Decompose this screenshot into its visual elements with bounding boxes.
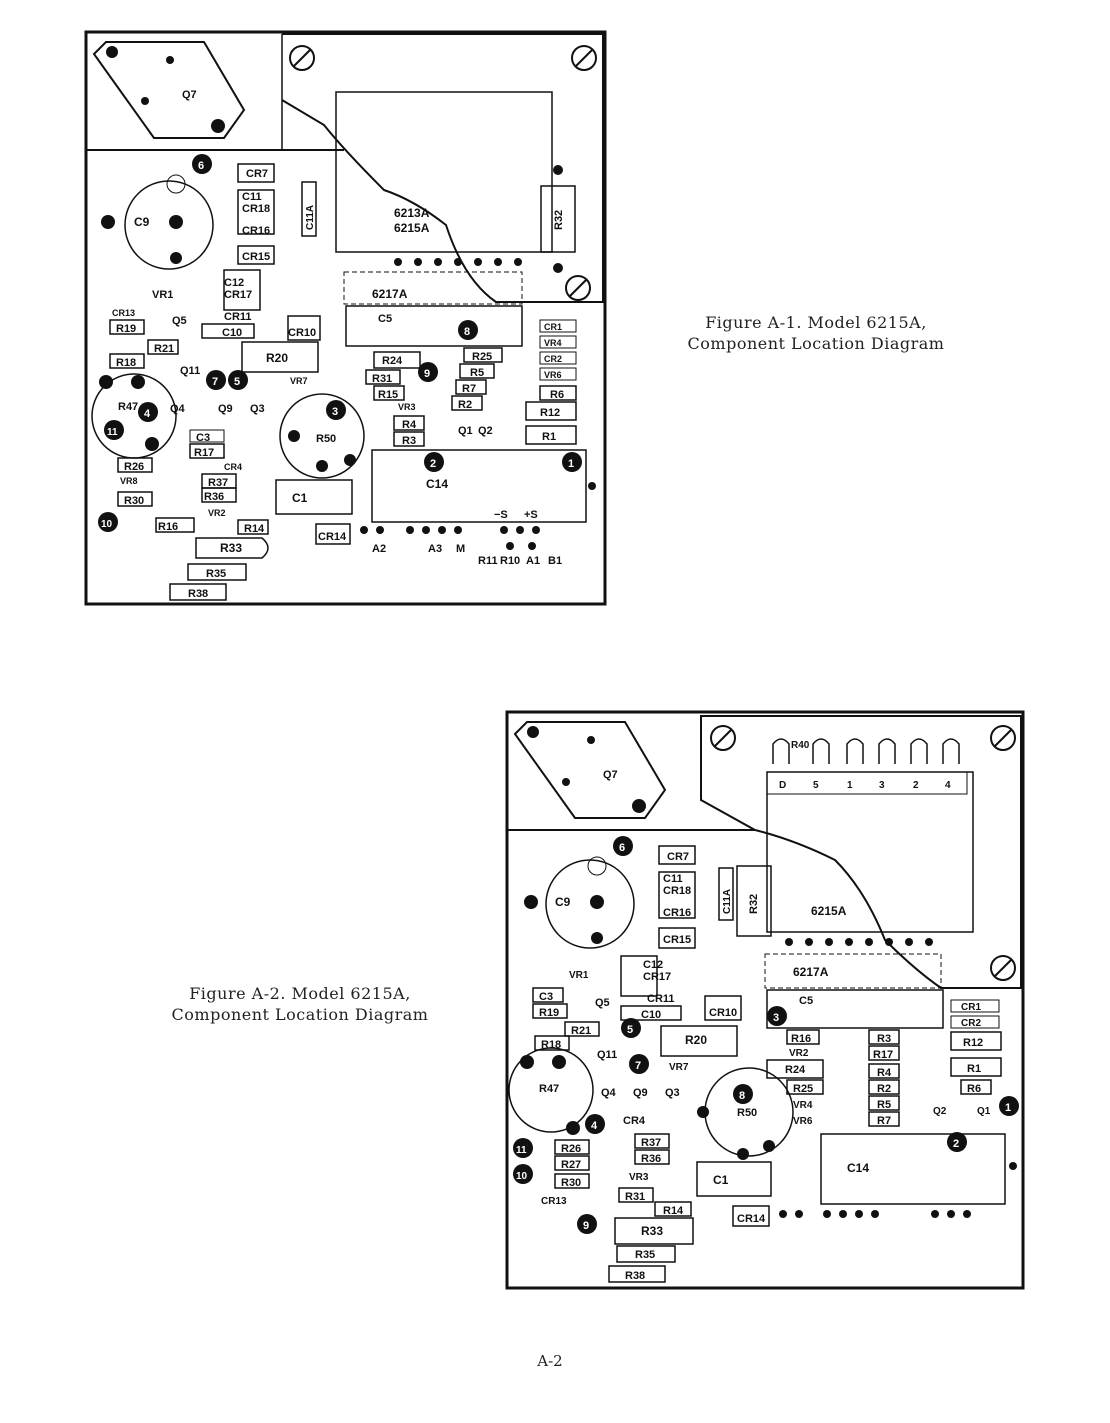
vr2-label: VR2 [208, 508, 226, 518]
pin5-label: 5 [813, 780, 819, 791]
r4-label: R4 [402, 419, 417, 431]
cr16-label: CR16 [242, 225, 271, 237]
r4-label-a2: R4 [877, 1067, 892, 1079]
r31-label: R31 [372, 373, 393, 385]
vr3-label: VR3 [398, 402, 416, 412]
figure-a2-board [505, 710, 1028, 1292]
svg-text:1: 1 [1005, 1102, 1012, 1114]
r31-label-a2: R31 [625, 1191, 646, 1203]
r3-label-a2: R3 [877, 1033, 892, 1045]
r20-label-a2: R20 [685, 1033, 708, 1047]
cr18-label-a2: CR18 [663, 885, 692, 897]
r36-label-a2: R36 [641, 1153, 662, 1165]
q9-label-a2: Q9 [633, 1087, 648, 1099]
cr10-label: CR10 [288, 327, 317, 339]
svg-text:4: 4 [591, 1120, 598, 1132]
r17-label-a2: R17 [873, 1049, 894, 1061]
c11-label-a2: C11 [663, 873, 683, 885]
c9-label-a2: C9 [555, 895, 571, 909]
r35-label: R35 [206, 568, 227, 580]
cr14-label: CR14 [318, 531, 347, 543]
c14-label: C14 [426, 477, 449, 491]
q2-label: Q2 [478, 425, 493, 437]
a1-label: A1 [526, 555, 541, 567]
q11-label: Q11 [180, 365, 201, 377]
s-plus-label: +S [524, 509, 538, 521]
r14-label: R14 [244, 523, 265, 535]
cr10-label-a2: CR10 [709, 1007, 738, 1019]
pin4-label: 4 [945, 780, 951, 791]
svg-text:5: 5 [627, 1024, 634, 1036]
r6-label: R6 [550, 389, 565, 401]
cr11-label: CR11 [224, 311, 252, 323]
q7-label-a2: Q7 [603, 769, 618, 781]
r25-label-a2: R25 [793, 1083, 814, 1095]
r21-label: R21 [154, 343, 175, 355]
q7-label: Q7 [182, 89, 197, 101]
r37-label-a2: R37 [641, 1137, 662, 1149]
m-label: M [456, 543, 466, 555]
svg-text:2: 2 [430, 458, 437, 470]
r47-label: R47 [118, 401, 139, 413]
svg-text:11: 11 [107, 427, 118, 438]
q5-label-a2: Q5 [595, 997, 610, 1009]
cr13-label-a2: CR13 [541, 1196, 567, 1207]
r33-label: R33 [220, 541, 243, 555]
vr4-label: VR4 [544, 338, 562, 348]
r30-label-a2: R30 [561, 1177, 582, 1189]
a2-label: A2 [372, 543, 387, 555]
r17-label: R17 [194, 447, 215, 459]
ic-6217a-label: 6217A [372, 287, 408, 301]
svg-text:7: 7 [212, 376, 219, 388]
r10-label: R10 [500, 555, 521, 567]
svg-text:10: 10 [516, 1171, 528, 1182]
vr4-label-a2: VR4 [793, 1100, 813, 1111]
vr8-label: VR8 [120, 476, 138, 486]
q3-label: Q3 [250, 403, 265, 415]
q4-label-a2: Q4 [601, 1087, 616, 1099]
r5-label-a2: R5 [877, 1099, 892, 1111]
pin3-label: 3 [879, 780, 885, 791]
svg-text:6: 6 [619, 842, 626, 854]
cr16-label-a2: CR16 [663, 907, 692, 919]
c14-label-a2: C14 [847, 1161, 870, 1175]
q1-label: Q1 [458, 425, 473, 437]
vr2-label-a2: VR2 [789, 1048, 809, 1059]
svg-text:7: 7 [635, 1060, 642, 1072]
c11a-label: C11A [305, 204, 316, 230]
r2-label: R2 [458, 399, 473, 411]
svg-text:1: 1 [568, 458, 575, 470]
q9-label: Q9 [218, 403, 233, 415]
ic-6215a-label-a2: 6215A [811, 904, 847, 918]
svg-text:3: 3 [332, 406, 339, 418]
svg-text:9: 9 [583, 1220, 590, 1232]
c12-label-a2: C12 [643, 959, 664, 971]
figure-a2-caption-line1: Figure A-2. Model 6215A, [189, 984, 411, 1003]
cr1-label-a2: CR1 [961, 1002, 982, 1013]
c11-label: C11 [242, 191, 262, 203]
cr15-label-a2: CR15 [663, 934, 692, 946]
r12-label-a2: R12 [963, 1037, 984, 1049]
svg-text:8: 8 [464, 326, 471, 338]
vr7-label: VR7 [290, 376, 308, 386]
c10-label: C10 [222, 327, 243, 339]
figure-a2-caption-line2: Component Location Diagram [171, 1005, 429, 1024]
c1-label-a2: C1 [713, 1173, 729, 1187]
vr7-label-a2: VR7 [669, 1062, 689, 1073]
c12-label: C12 [224, 277, 245, 289]
r50-label-a2: R50 [737, 1107, 758, 1119]
r36-label: R36 [204, 491, 225, 503]
c3-label: C3 [196, 432, 211, 444]
cr7-label-a2: CR7 [667, 851, 690, 863]
svg-text:10: 10 [101, 519, 113, 530]
r25-label: R25 [472, 351, 493, 363]
r33-label-a2: R33 [641, 1224, 664, 1238]
svg-text:3: 3 [773, 1012, 780, 1024]
r21-label-a2: R21 [571, 1025, 592, 1037]
r12-label: R12 [540, 407, 561, 419]
r32-label: R32 [553, 209, 565, 230]
r47-label-a2: R47 [539, 1083, 560, 1095]
c5-label-a2: C5 [799, 995, 814, 1007]
ic-6213a-label: 6213A [394, 206, 430, 220]
r5-label: R5 [470, 367, 485, 379]
svg-text:9: 9 [424, 368, 431, 380]
r1-label: R1 [542, 431, 557, 443]
cr18-label: CR18 [242, 203, 271, 215]
vr3-label-a2: VR3 [629, 1172, 649, 1183]
svg-text:11: 11 [516, 1145, 527, 1156]
q1-label-a2: Q1 [977, 1106, 991, 1117]
r20-label: R20 [266, 351, 289, 365]
svg-text:2: 2 [953, 1138, 960, 1150]
r7-label-a2: R7 [877, 1115, 892, 1127]
svg-text:5: 5 [234, 376, 241, 388]
ic-6217a-label-a2: 6217A [793, 965, 829, 979]
q5-label: Q5 [172, 315, 187, 327]
vr6-label-a2: VR6 [793, 1116, 813, 1127]
r14-label-a2: R14 [663, 1205, 684, 1217]
pin2-label: 2 [913, 780, 919, 791]
svg-text:8: 8 [739, 1090, 746, 1102]
svg-text:4: 4 [144, 408, 151, 420]
q4-label: Q4 [170, 403, 185, 415]
cr4-label-a2: CR4 [623, 1115, 646, 1127]
r19-label-a2: R19 [539, 1007, 560, 1019]
r26-label: R26 [124, 461, 145, 473]
pin1-label: 1 [847, 780, 853, 791]
s-minus-label: −S [494, 509, 508, 521]
cr1-label: CR1 [544, 322, 563, 332]
r38-label-a2: R38 [625, 1270, 646, 1282]
cr2-label: CR2 [544, 354, 563, 364]
r32-label-a2: R32 [748, 893, 760, 914]
figure-a1-board [84, 30, 610, 608]
r7-label: R7 [462, 383, 477, 395]
c9-label: C9 [134, 215, 150, 229]
c10-label-a2: C10 [641, 1009, 662, 1021]
figure-a1-caption-line1: Figure A-1. Model 6215A, [705, 313, 927, 332]
r3-label: R3 [402, 435, 417, 447]
q11-label-a2: Q11 [597, 1049, 618, 1061]
r18-label-a2: R18 [541, 1039, 562, 1051]
r38-label: R38 [188, 588, 209, 600]
r37-label: R37 [208, 477, 229, 489]
c11a-label-a2: C11A [722, 888, 733, 914]
vr1-label-a2: VR1 [569, 970, 589, 981]
figure-a1-caption-line2: Component Location Diagram [687, 334, 945, 353]
cr13-label: CR13 [112, 308, 136, 318]
page-number: A-2 [537, 1352, 563, 1370]
ic-6215a-label: 6215A [394, 221, 430, 235]
r18-label: R18 [116, 357, 137, 369]
cr17-label-a2: CR17 [643, 971, 672, 983]
r19-label: R19 [116, 323, 137, 335]
r24-label-a2: R24 [785, 1064, 806, 1076]
cr17-label: CR17 [224, 289, 253, 301]
r50-label: R50 [316, 433, 337, 445]
r16-label-a2: R16 [791, 1033, 812, 1045]
r26-label-a2: R26 [561, 1143, 582, 1155]
cr2-label-a2: CR2 [961, 1018, 982, 1029]
r24-label: R24 [382, 355, 403, 367]
r6-label-a2: R6 [967, 1083, 982, 1095]
c1-label: C1 [292, 491, 308, 505]
r2-label-a2: R2 [877, 1083, 892, 1095]
r16-label: R16 [158, 521, 179, 533]
cr14-label-a2: CR14 [737, 1213, 766, 1225]
r35-label-a2: R35 [635, 1249, 656, 1261]
cr4-label: CR4 [224, 462, 243, 472]
c5-label: C5 [378, 313, 393, 325]
figure-a1-caption [676, 312, 956, 354]
vr6-label: VR6 [544, 370, 562, 380]
pin-d-label: D [779, 780, 787, 791]
vr1-label: VR1 [152, 289, 174, 301]
figure-a2-caption [160, 983, 440, 1025]
cr7-label: CR7 [246, 168, 269, 180]
r15-label: R15 [378, 389, 399, 401]
a3-label: A3 [428, 543, 443, 555]
q3-label-a2: Q3 [665, 1087, 680, 1099]
b1-label: B1 [548, 555, 563, 567]
r1-label-a2: R1 [967, 1063, 982, 1075]
r30-label: R30 [124, 495, 145, 507]
cr11-label-a2: CR11 [647, 993, 675, 1005]
r40-label: R40 [791, 740, 810, 751]
cr15-label: CR15 [242, 251, 271, 263]
r11-label: R11 [478, 555, 498, 567]
svg-text:6: 6 [198, 160, 205, 172]
q2-label-a2: Q2 [933, 1106, 947, 1117]
r27-label-a2: R27 [561, 1159, 582, 1171]
c3-label-a2: C3 [539, 991, 554, 1003]
